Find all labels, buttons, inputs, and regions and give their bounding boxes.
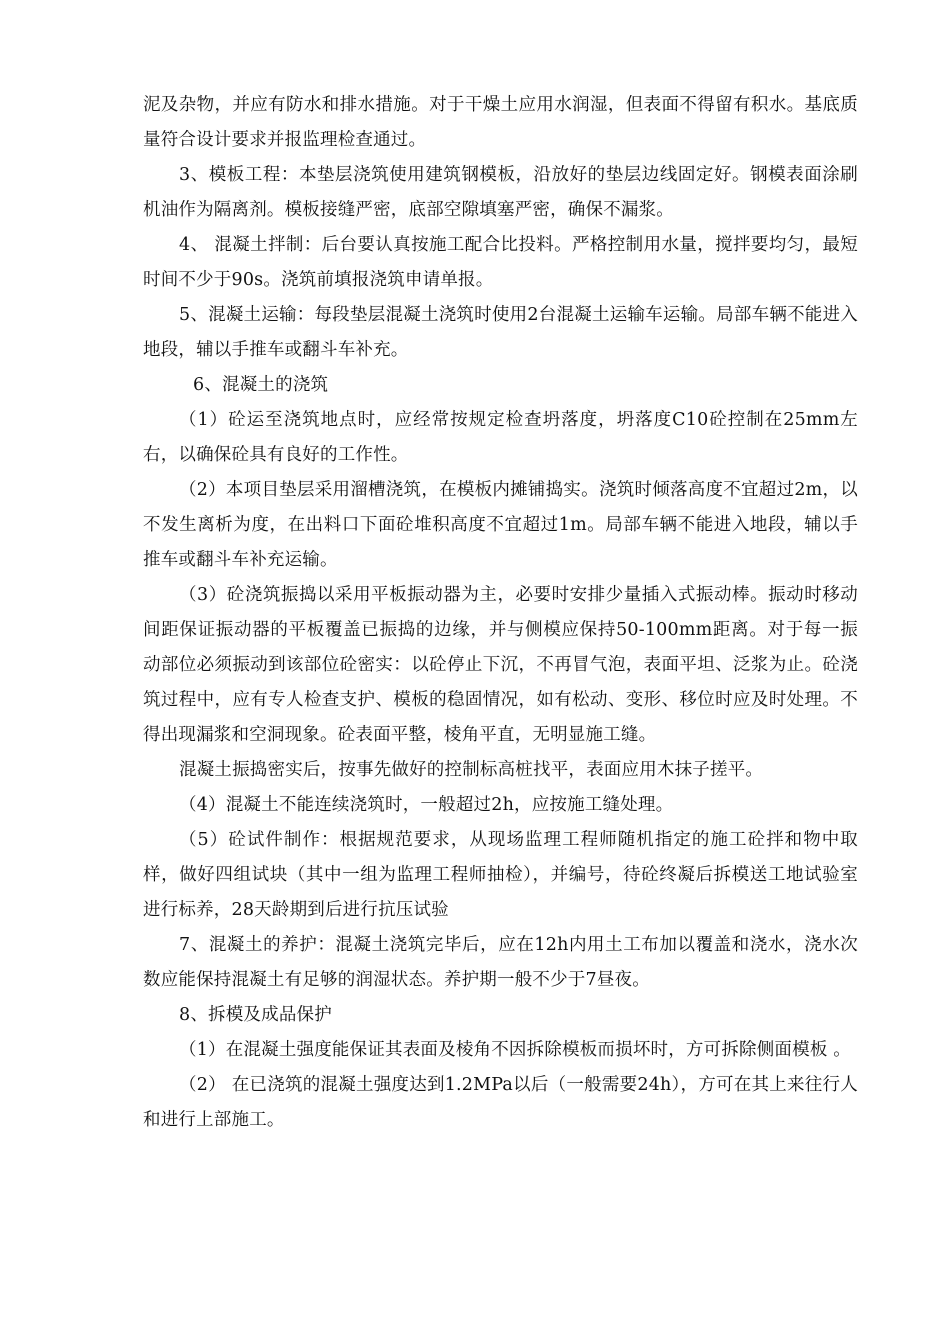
- paragraph-pouring-5: （5）砼试件制作：根据规范要求，从现场监理工程师随机指定的施工砼拌和物中取样，做好四组试块（其中一组为监理工程师抽检），并编号，待砼终凝后拆模送工地试验室进行标养，28天龄期到后进行抗压试验: [143, 830, 858, 920]
- heading-demolding: 8、拆模及成品保护: [179, 1005, 332, 1025]
- paragraph-demolding-2: （2） 在已浇筑的混凝土强度达到1.2MPa以后（一般需要24h），方可在其上来往行人和进行上部施工。: [143, 1075, 858, 1130]
- paragraph-curing: 7、混凝土的养护：混凝土浇筑完毕后，应在12h内用土工布加以覆盖和浇水，浇水次数应能保持混凝土有足够的润湿状态。养护期一般不少于7昼夜。: [143, 935, 858, 990]
- paragraph-formwork: 3、模板工程：本垫层浇筑使用建筑钢模板，沿放好的垫层边线固定好。钢模表面涂刷机油作为隔离剂。模板接缝严密，底部空隙填塞严密，确保不漏浆。: [143, 165, 858, 220]
- paragraph-leveling: 混凝土振捣密实后，按事先做好的控制标高桩找平，表面应用木抹子搓平。: [179, 760, 764, 780]
- paragraph-pouring-3: （3）砼浇筑振捣以采用平板振动器为主，必要时安排少量插入式振动棒。振动时移动间距保证振动器的平板覆盖已振捣的边缘，并与侧模应保持50-100mm距离。对于每一振动部位必须振动到该部位砼密实：以砼停止下沉，不再冒气泡，表面平坦、泛浆为止。砼浇筑过程中，应有专人检查支护、模板的稳固情况，如有松动、变形、移位时应及时处理。不得出现漏浆和空洞现象。砼表面平整，棱角平直，无明显施工缝。: [143, 585, 858, 745]
- paragraph-pouring-1: （1）砼运至浇筑地点时，应经常按规定检查坍落度，坍落度C10砼控制在25mm左右，以确保砼具有良好的工作性。: [143, 410, 858, 465]
- heading-pouring: 6、混凝土的浇筑: [193, 375, 329, 395]
- paragraph-pouring-2: （2）本项目垫层采用溜槽浇筑，在模板内摊铺捣实。浇筑时倾落高度不宜超过2m，以不发生离析为度，在出料口下面砼堆积高度不宜超过1m。局部车辆不能进入地段，辅以手推车或翻斗车补充运输。: [143, 480, 858, 570]
- paragraph-mixing: 4、 混凝土拌制：后台要认真按施工配合比投料。严格控制用水量，搅拌要均匀，最短时间不少于90s。浇筑前填报浇筑申请单报。: [143, 235, 858, 290]
- paragraph-demolding-1: （1）在混凝土强度能保证其表面及棱角不因拆除模板而损坏时，方可拆除侧面模板 。: [179, 1040, 851, 1060]
- paragraph-pouring-4: （4）混凝土不能连续浇筑时，一般超过2h，应按施工缝处理。: [179, 795, 674, 815]
- paragraph-transport: 5、混凝土运输：每段垫层混凝土浇筑时使用2台混凝土运输车运输。局部车辆不能进入地段，辅以手推车或翻斗车补充。: [143, 305, 858, 360]
- document-body: [143, 88, 858, 1138]
- paragraph-base-prep: 泥及杂物，并应有防水和排水措施。对于干燥土应用水润湿，但表面不得留有积水。基底质量符合设计要求并报监理检查通过。: [143, 95, 858, 150]
